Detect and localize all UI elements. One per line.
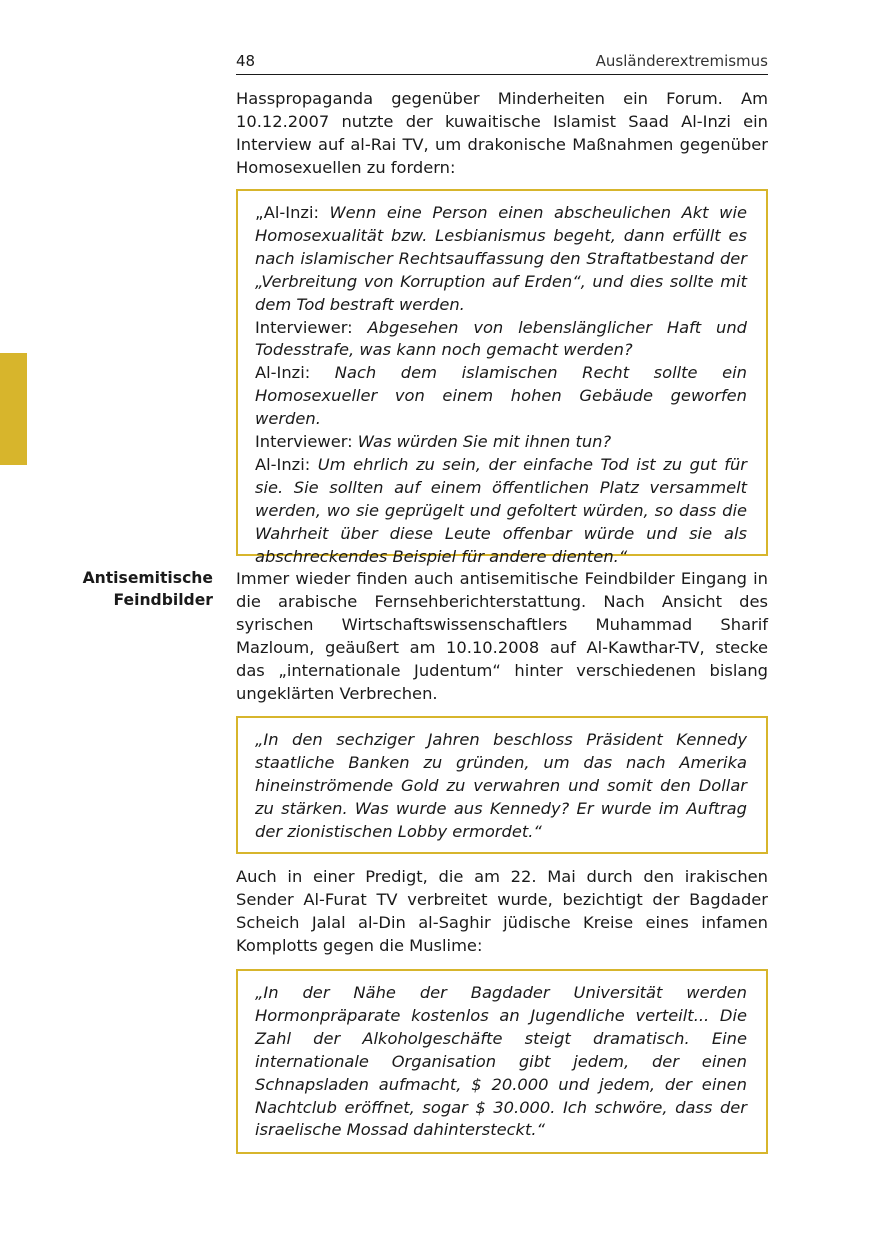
quote-box-kennedy xyxy=(236,716,768,854)
speech-text: Um ehrlich zu sein, der einfache Tod ist zu gut für sie. Sie sollten auf einem öffentlichen Platz versammelt werden, wo sie geprügelt und gefoltert würden, so dass die Wahrheit über diese Leute offenbar würde und sie als abschreckendes Beispiel für andere dienten.“ xyxy=(255,454,747,566)
speaker-label: Al-Inzi: xyxy=(263,203,330,222)
quote-box-interview xyxy=(236,189,768,566)
quote-mossad-text: „In der Nähe der Bagdader Universität werden Hormonpräparate kostenlos an Jugendliche verteilt... Die Zahl der Alkoholgeschäfte steigt dramatisch. Eine internationale Organisation gibt jedem, der einen Schnapsladen aufmacht, $ 20.000 und jedem, der einen Nachtclub eröffnet, sogar $ 30.000. Ich schwöre, dass der israelische Mossad dahintersteckt.“ xyxy=(255,983,747,1140)
quote-kennedy-text: „In den sechziger Jahren beschloss Präsident Kennedy staatliche Banken zu gründen, um das nach Amerika hineinströmende Gold zu verwahren und somit den Dollar zu stärken. Was wurde aus Kennedy? Er wurde im Auftrag der zionistischen Lobby ermordet.“ xyxy=(255,730,747,841)
body-paragraph-2: Immer wieder finden auch antisemitische Feindbilder Eingang in die arabische Fernsehberichterstattung. Nach Ansicht des syrischen Wirtschaftswissenschaftlers Muhammad Sharif Mazloum, geäußert am 10.10.2008 auf Al-Kawthar-TV, stecke das „internationale Judentum“ hinter verschiedenen bislang ungeklärten Verbrechen. xyxy=(236,569,768,703)
speaker-label: Interviewer: xyxy=(255,317,368,337)
page-number: 48 xyxy=(236,52,256,70)
body-paragraph-3: Auch in einer Predigt, die am 22. Mai durch den irakischen Sender Al-Furat TV verbreitet wurde, bezichtigt der Bagdader Scheich Jalal al-Din al-Saghir jüdische Kreise eines infamen Komplotts gegen die Muslime: xyxy=(236,867,768,955)
body-paragraph-1: Hasspropaganda gegenüber Minderheiten ein Forum. Am 10.12.2007 nutzte der kuwaitische Islamist Saad Al-Inzi ein Interview auf al-Rai TV, um drakonische Maßnahmen gegenüber Homosexuellen zu fordern: xyxy=(236,89,768,177)
margin-heading xyxy=(53,567,213,611)
speaker-label: Al-Inzi: xyxy=(255,454,318,474)
quote-interview-text xyxy=(255,202,747,569)
speech-text: Was würden Sie mit ihnen tun? xyxy=(357,432,612,452)
margin-heading-line: Antisemitische xyxy=(82,569,213,587)
running-title: Ausländerextremismus xyxy=(595,52,768,70)
quote-open-mark: „ xyxy=(255,203,264,222)
chapter-tab-marker xyxy=(0,353,27,465)
speech-text: Wenn eine Person einen abscheulichen Akt wie Homosexualität bzw. Lesbianismus begeht, dann erfüllt es nach islamischer Rechtsauffassung den Straftatbestand der „Verbreitung von Korruption auf Erden“, und dies sollte mit dem Tod bestraft werden. xyxy=(255,203,747,314)
page-header xyxy=(236,50,768,75)
margin-heading-line: Feindbilder xyxy=(113,591,213,609)
quote-box-mossad xyxy=(236,969,768,1154)
speaker-label: Interviewer: xyxy=(255,432,358,452)
speech-text: Nach dem islamischen Recht sollte ein Homosexueller von einem hohen Gebäude geworfen werden. xyxy=(255,363,748,429)
speaker-label: Al-Inzi: xyxy=(255,363,335,383)
speech-text: Abgesehen von lebenslänglicher Haft und Todesstrafe, was kann noch gemacht werden? xyxy=(255,317,747,360)
